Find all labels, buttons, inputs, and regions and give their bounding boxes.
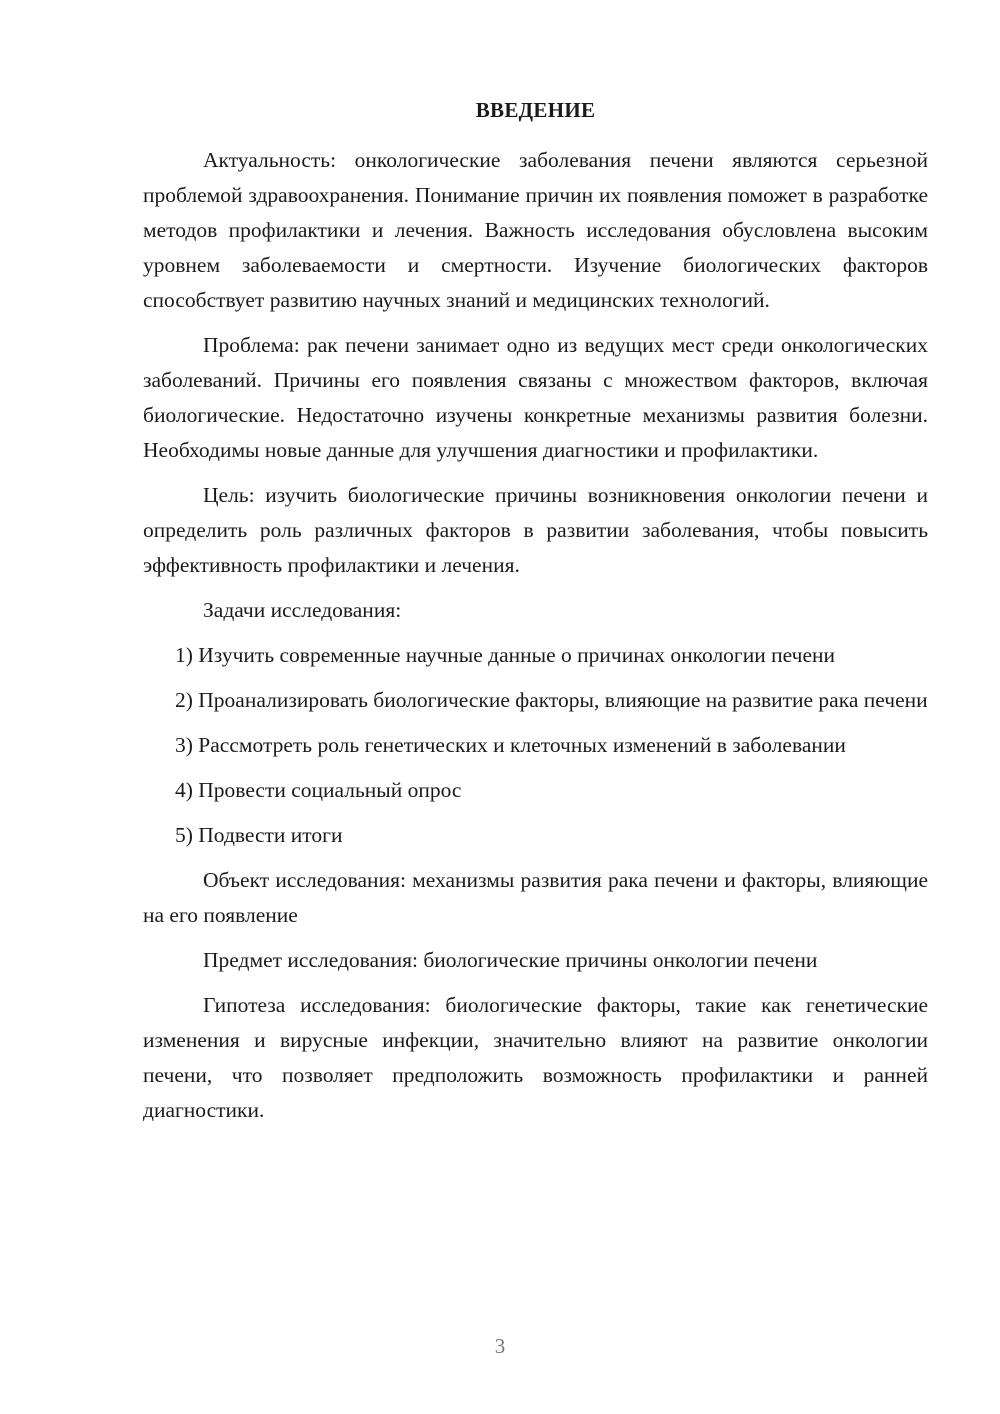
task-item-2: 2) Проанализировать биологические факторы, влияющие на развитие рака печени [175,688,928,712]
paragraph-object: Объект исследования: механизмы развития рака печени и факторы, влияющие на его появление [143,868,928,927]
task-item-1: 1) Изучить современные научные данные о причинах онкологии печени [175,643,836,667]
paragraph-tasks-heading: Задачи исследования: [203,598,402,622]
paragraph-hypothesis: Гипотеза исследования: биологические факторы, такие как генетические изменения и вирусные инфекции, значительно влияют на развитие онкологии печени, что позволяет предположить возможность профилактики и ранней диагностики. [143,993,928,1122]
task-item-5: 5) Подвести итоги [175,823,343,847]
document-page [143,95,928,1138]
task-item-3: 3) Рассмотреть роль генетических и клеточных изменений в заболевании [175,733,846,757]
page-title: ВВЕДЕНИЕ [475,98,596,122]
paragraph-subject: Предмет исследования: биологические причины онкологии печени [203,948,818,972]
page-number: 3 [494,1334,506,1358]
paragraph-goal: Цель: изучить биологические причины возникновения онкологии печени и определить роль различных факторов в развитии заболевания, чтобы повысить эффективность профилактики и лечения. [143,483,928,577]
paragraph-relevance: Актуальность: онкологические заболевания печени являются серьезной проблемой здравоохранения. Понимание причин их появления поможет в разработке методов профилактики и лечения. Важность исследования обусловлена высоким уровнем заболеваемости и смертности. Изучение биологических факторов способствует развитию научных знаний и медицинских технологий. [143,148,928,312]
paragraph-problem: Проблема: рак печени занимает одно из ведущих мест среди онкологических заболеваний. Причины его появления связаны с множеством факторов, включая биологические. Недостаточно изучены конкретные механизмы развития болезни. Необходимы новые данные для улучшения диагностики и профилактики. [143,333,928,462]
task-item-4: 4) Провести социальный опрос [175,778,462,802]
